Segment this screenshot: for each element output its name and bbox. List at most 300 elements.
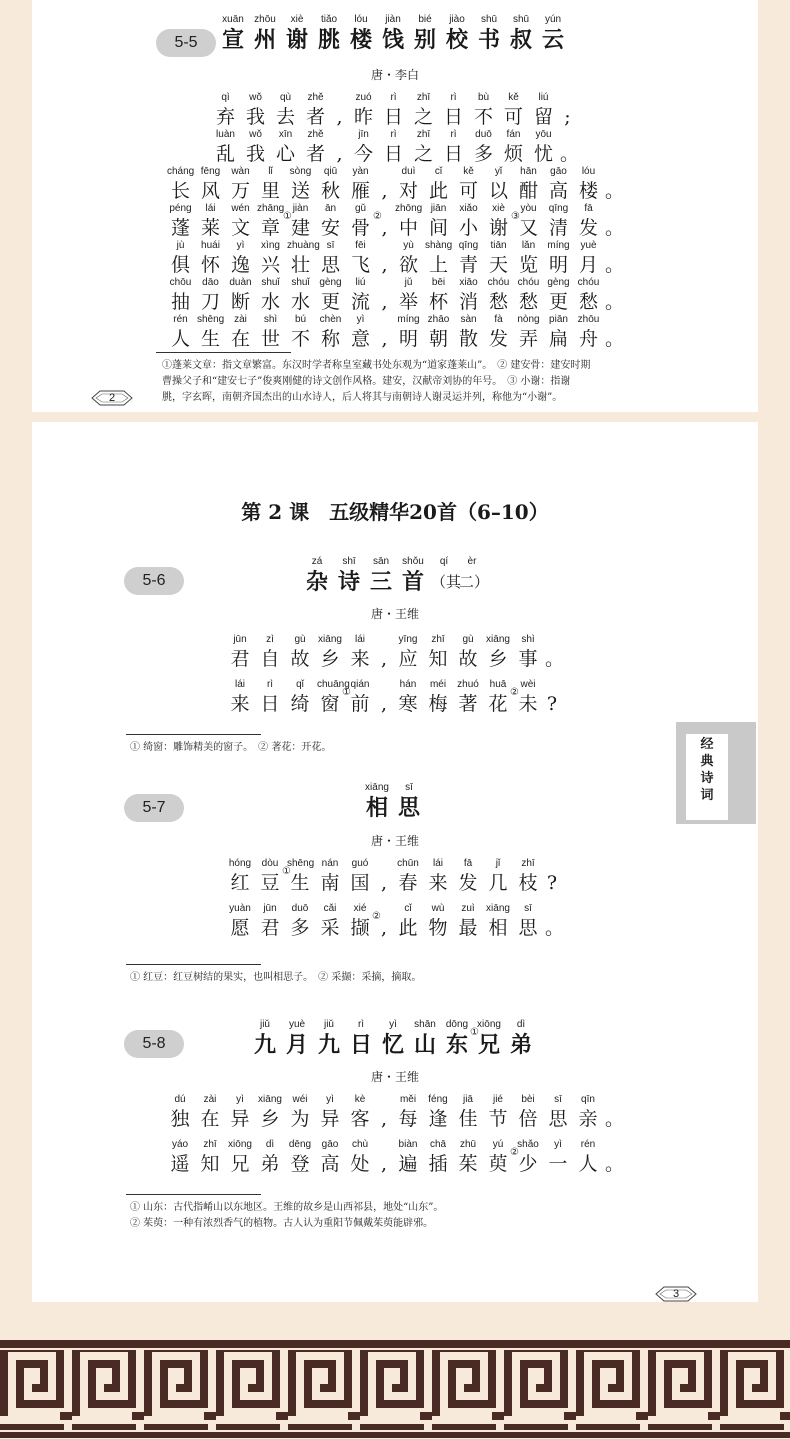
character bbox=[272, 92, 299, 130]
pinyin: rì bbox=[357, 1019, 365, 1030]
pinyin: yīng bbox=[398, 634, 418, 645]
hanzi: 。 bbox=[560, 143, 580, 165]
pinyin bbox=[377, 277, 392, 289]
character bbox=[530, 92, 557, 130]
hanzi: 乡 bbox=[320, 648, 340, 670]
character bbox=[347, 314, 374, 352]
poem-title bbox=[32, 14, 758, 54]
hanzi: ; bbox=[564, 106, 571, 128]
poem-line bbox=[32, 903, 758, 948]
poem-line bbox=[32, 277, 758, 314]
character bbox=[377, 240, 392, 278]
hanzi: 楼 bbox=[349, 27, 372, 53]
character bbox=[395, 858, 421, 896]
character bbox=[302, 92, 329, 130]
pinyin: wéi bbox=[292, 1094, 308, 1105]
character bbox=[515, 1139, 541, 1177]
character bbox=[485, 1094, 511, 1132]
pinyin: xié bbox=[353, 903, 367, 914]
hanzi: 谢 bbox=[488, 217, 508, 239]
hanzi: 。 bbox=[545, 648, 565, 670]
character bbox=[485, 903, 511, 941]
pinyin bbox=[377, 679, 391, 691]
hanzi: 州 bbox=[253, 27, 276, 53]
pinyin: méi bbox=[429, 679, 447, 690]
hanzi: 思 bbox=[320, 254, 340, 276]
pinyin: xiǎo bbox=[459, 203, 478, 214]
hanzi: 弄 bbox=[518, 328, 538, 350]
pinyin: qīng bbox=[548, 203, 569, 214]
character bbox=[257, 166, 284, 204]
footnote-divider bbox=[126, 1194, 261, 1195]
character bbox=[347, 1139, 373, 1177]
pinyin: wù bbox=[431, 903, 445, 914]
character bbox=[377, 634, 391, 672]
character bbox=[425, 858, 451, 896]
pinyin: kè bbox=[354, 1094, 366, 1105]
hanzi: 饯 bbox=[381, 27, 404, 53]
poem-line bbox=[32, 858, 758, 903]
pinyin bbox=[545, 679, 559, 691]
hanzi: 三 bbox=[369, 569, 392, 595]
pinyin: shū bbox=[512, 14, 530, 25]
side-tab-char: 典 bbox=[700, 754, 714, 769]
pinyin: jù bbox=[176, 240, 185, 251]
footnote-line: ② 茱萸：一种有浓烈香气的植物。古人认为重阳节佩戴茱萸能辟邪。 bbox=[130, 1218, 434, 1229]
character bbox=[167, 240, 194, 278]
character bbox=[377, 903, 391, 941]
pinyin: zhī bbox=[203, 1139, 217, 1150]
pinyin bbox=[332, 92, 347, 104]
character bbox=[443, 14, 471, 54]
hanzi: 日 bbox=[443, 143, 463, 165]
pinyin: huā bbox=[489, 679, 507, 690]
character bbox=[443, 1019, 479, 1059]
character bbox=[455, 277, 482, 315]
hanzi: 采 bbox=[320, 917, 340, 939]
pinyin: shǒu bbox=[402, 556, 424, 567]
pinyin: xìng bbox=[261, 240, 280, 251]
pinyin: wǒ bbox=[249, 92, 262, 103]
character bbox=[167, 277, 194, 315]
character bbox=[227, 240, 254, 278]
footnote-line: 朓，字玄晖，南朝齐国杰出的山水诗人，后人将其与南朝诗人谢灵运并列，称他为“小谢”。 bbox=[162, 392, 563, 403]
character bbox=[377, 277, 392, 315]
pinyin: cǐ bbox=[434, 166, 443, 177]
character bbox=[475, 14, 503, 54]
character bbox=[515, 679, 541, 717]
hanzi: 中 bbox=[398, 217, 418, 239]
character bbox=[560, 129, 580, 167]
pinyin: dòu bbox=[261, 858, 279, 869]
pinyin: hān bbox=[520, 166, 537, 177]
hanzi: 欲 bbox=[398, 254, 418, 276]
pinyin: yuè bbox=[580, 240, 597, 251]
character bbox=[257, 240, 284, 278]
hanzi: 小 bbox=[458, 217, 478, 239]
pinyin: fā bbox=[584, 203, 593, 214]
hanzi: 忆 bbox=[381, 1032, 404, 1058]
pinyin: shuǐ bbox=[261, 277, 280, 288]
hanzi: 发 bbox=[488, 328, 508, 350]
character bbox=[283, 1019, 311, 1059]
pinyin: chèn bbox=[319, 314, 342, 325]
hanzi: 风 bbox=[200, 180, 220, 202]
pinyin bbox=[605, 1094, 619, 1106]
poem-title bbox=[32, 1019, 758, 1059]
character bbox=[500, 129, 527, 167]
hanzi: 扁 bbox=[548, 328, 568, 350]
hanzi: 杂 bbox=[305, 569, 328, 595]
hanzi: 日 bbox=[383, 106, 403, 128]
character bbox=[455, 1139, 481, 1177]
page-3 bbox=[32, 422, 758, 1302]
pinyin: měi bbox=[399, 1094, 417, 1105]
footnote-line: ① 红豆：红豆树结的果实，也叫相思子。 ② 采撷：采摘，摘取。 bbox=[130, 972, 422, 983]
pinyin: fēng bbox=[200, 166, 221, 177]
character bbox=[347, 903, 381, 941]
pinyin: fā bbox=[463, 858, 473, 869]
pinyin: lái bbox=[432, 858, 443, 869]
hanzi: 豆 bbox=[260, 872, 280, 894]
hanzi: 梅 bbox=[428, 693, 448, 715]
character bbox=[515, 166, 542, 204]
pinyin: dōng bbox=[445, 1019, 469, 1030]
footnote-marker: ① bbox=[282, 866, 291, 877]
pinyin: nán bbox=[321, 858, 339, 869]
character bbox=[395, 903, 421, 941]
hanzi: 去 bbox=[275, 106, 295, 128]
hanzi: 插 bbox=[428, 1153, 448, 1175]
hanzi: 谢 bbox=[285, 27, 308, 53]
hanzi: 生 bbox=[200, 328, 220, 350]
poem-body bbox=[32, 858, 758, 948]
page-number bbox=[90, 390, 134, 406]
hanzi: 在 bbox=[200, 1108, 220, 1130]
pinyin: lǐ bbox=[268, 166, 273, 177]
hanzi: 著 bbox=[458, 693, 478, 715]
pinyin: zhī bbox=[431, 634, 445, 645]
character bbox=[303, 556, 331, 596]
pinyin: jiàn bbox=[292, 203, 309, 214]
pinyin: jǐ bbox=[495, 858, 501, 869]
character bbox=[485, 679, 519, 717]
poem-number-badge: 5-5 bbox=[156, 29, 216, 57]
hanzi: 处 bbox=[350, 1153, 370, 1175]
hanzi: , bbox=[380, 693, 388, 715]
character bbox=[395, 782, 423, 822]
hanzi: 此 bbox=[398, 917, 418, 939]
hanzi: 窗 bbox=[320, 693, 340, 715]
pinyin: zhī bbox=[416, 129, 431, 140]
character bbox=[257, 203, 292, 241]
character bbox=[347, 1019, 375, 1059]
poem-author: 唐・王维 bbox=[370, 1070, 419, 1084]
hanzi: 为 bbox=[290, 1108, 310, 1130]
character bbox=[347, 1094, 373, 1132]
pinyin: yàn bbox=[352, 166, 369, 177]
hanzi: 此 bbox=[428, 180, 448, 202]
character bbox=[470, 92, 497, 130]
pinyin: xuān bbox=[222, 14, 244, 25]
footnote-marker: ③ bbox=[511, 211, 520, 222]
character bbox=[251, 1019, 279, 1059]
character bbox=[395, 240, 422, 278]
pinyin: chūn bbox=[397, 858, 419, 869]
hanzi: 弟 bbox=[260, 1153, 280, 1175]
pinyin: lóu bbox=[354, 14, 368, 25]
pinyin: sān bbox=[372, 556, 390, 567]
hanzi: 者 bbox=[305, 143, 325, 165]
hanzi: （其 bbox=[431, 573, 462, 591]
pinyin: zuó bbox=[355, 92, 372, 103]
hanzi: 飞 bbox=[350, 254, 370, 276]
poem-line bbox=[32, 1094, 758, 1139]
character bbox=[257, 314, 284, 352]
character bbox=[332, 129, 347, 167]
hanzi: 建 bbox=[290, 217, 310, 239]
pinyin: chā bbox=[429, 1139, 447, 1150]
character bbox=[545, 166, 572, 204]
pinyin: huái bbox=[201, 240, 220, 251]
footnote-marker: ② bbox=[510, 1147, 519, 1158]
character bbox=[605, 314, 625, 352]
character bbox=[197, 240, 224, 278]
character bbox=[515, 314, 542, 352]
hanzi: 秋 bbox=[320, 180, 340, 202]
pinyin: yú bbox=[492, 1139, 504, 1150]
hanzi: 意 bbox=[350, 328, 370, 350]
hanzi: 每 bbox=[398, 1108, 418, 1130]
character bbox=[287, 634, 313, 672]
character bbox=[395, 634, 421, 672]
pinyin: jié bbox=[492, 1094, 503, 1105]
character bbox=[197, 314, 224, 352]
pinyin: zhāng bbox=[257, 203, 285, 214]
hanzi: ? bbox=[546, 872, 558, 894]
character bbox=[317, 1139, 343, 1177]
hanzi: 断 bbox=[230, 291, 250, 313]
pinyin bbox=[605, 277, 620, 289]
hanzi: 可 bbox=[503, 106, 523, 128]
hanzi: 。 bbox=[605, 217, 625, 239]
hanzi: 未 bbox=[518, 693, 538, 715]
character bbox=[197, 277, 224, 315]
character bbox=[485, 314, 512, 352]
pinyin: qiū bbox=[323, 166, 338, 177]
hanzi: 可 bbox=[458, 180, 478, 202]
character bbox=[440, 129, 467, 167]
pinyin: míng bbox=[547, 240, 570, 251]
pinyin: zhāo bbox=[427, 314, 450, 325]
hanzi: 最 bbox=[458, 917, 478, 939]
character bbox=[485, 277, 512, 315]
pinyin: bú bbox=[294, 314, 307, 325]
hanzi: 一 bbox=[548, 1153, 568, 1175]
pinyin: èr bbox=[467, 556, 477, 567]
pinyin: shǎo bbox=[517, 1139, 539, 1150]
hanzi: 在 bbox=[230, 328, 250, 350]
hanzi: 兄 bbox=[477, 1032, 500, 1058]
character bbox=[605, 240, 625, 278]
pinyin bbox=[332, 129, 347, 141]
hanzi: 世 bbox=[260, 328, 280, 350]
character bbox=[575, 314, 602, 352]
character bbox=[455, 679, 481, 717]
hanzi: 独 bbox=[170, 1108, 190, 1130]
hanzi: 楼 bbox=[578, 180, 598, 202]
poem-line bbox=[32, 1139, 758, 1184]
poem-line bbox=[32, 166, 758, 203]
hanzi: , bbox=[381, 217, 388, 239]
pinyin: rì bbox=[450, 92, 457, 103]
character bbox=[455, 634, 481, 672]
character bbox=[515, 858, 541, 896]
character bbox=[302, 129, 329, 167]
pinyin bbox=[545, 634, 559, 646]
hanzi: 今 bbox=[353, 143, 373, 165]
hanzi: 弟 bbox=[509, 1032, 532, 1058]
hanzi: 高 bbox=[548, 180, 568, 202]
character bbox=[500, 92, 527, 130]
character bbox=[317, 634, 343, 672]
pinyin: qǐ bbox=[296, 679, 304, 690]
hanzi: 。 bbox=[605, 180, 625, 202]
hanzi: 节 bbox=[488, 1108, 508, 1130]
poem-title bbox=[32, 556, 758, 596]
hanzi: 览 bbox=[518, 254, 538, 276]
character bbox=[227, 679, 253, 717]
character bbox=[197, 203, 224, 241]
character bbox=[167, 1139, 193, 1177]
hanzi: 明 bbox=[548, 254, 568, 276]
character bbox=[287, 858, 313, 896]
pinyin: rì bbox=[390, 129, 397, 140]
character bbox=[315, 1019, 343, 1059]
pinyin: duō bbox=[291, 903, 309, 914]
pinyin: cǐ bbox=[404, 903, 412, 914]
hanzi: , bbox=[381, 254, 388, 276]
hanzi: 九 bbox=[253, 1032, 276, 1058]
pinyin bbox=[605, 314, 620, 326]
character bbox=[605, 166, 625, 204]
hanzi: 人 bbox=[578, 1153, 598, 1175]
character bbox=[395, 203, 422, 241]
character bbox=[425, 240, 452, 278]
character bbox=[377, 1094, 391, 1132]
pinyin: jiào bbox=[449, 14, 465, 25]
hanzi: 叔 bbox=[509, 27, 532, 53]
pinyin: xiè bbox=[290, 14, 304, 25]
hanzi: 对 bbox=[398, 180, 418, 202]
pinyin: sòng bbox=[289, 166, 312, 177]
pinyin bbox=[377, 240, 392, 252]
poem-author: 唐・王维 bbox=[370, 834, 419, 848]
character bbox=[242, 92, 269, 130]
character bbox=[377, 679, 391, 717]
character bbox=[332, 92, 347, 130]
pinyin: xiāng bbox=[486, 634, 510, 645]
pinyin: liú bbox=[355, 277, 366, 288]
hanzi: , bbox=[336, 106, 343, 128]
side-tab-char: 经 bbox=[700, 737, 714, 752]
hanzi: , bbox=[380, 872, 388, 894]
character bbox=[507, 1019, 535, 1059]
hanzi: 南 bbox=[320, 872, 340, 894]
pinyin: gǔ bbox=[354, 203, 367, 214]
pinyin: xiāng bbox=[365, 782, 389, 793]
character bbox=[347, 240, 374, 278]
character bbox=[515, 203, 542, 241]
character bbox=[410, 92, 437, 130]
pinyin: lóu bbox=[581, 166, 596, 177]
pinyin: shēng bbox=[287, 858, 315, 869]
character bbox=[459, 556, 490, 596]
pinyin: tiǎo bbox=[320, 14, 338, 25]
poem-number-badge: 5-7 bbox=[124, 794, 184, 822]
hanzi: 乱 bbox=[215, 143, 235, 165]
footnote bbox=[130, 970, 690, 986]
pinyin: shēng bbox=[197, 314, 225, 325]
footnote-marker: ② bbox=[372, 911, 381, 922]
character bbox=[380, 129, 407, 167]
poem-title-suffix bbox=[431, 556, 490, 596]
character bbox=[287, 277, 314, 315]
character bbox=[455, 240, 482, 278]
pinyin: qì bbox=[221, 92, 230, 103]
hanzi: 自 bbox=[260, 648, 280, 670]
hanzi: 月 bbox=[285, 1032, 308, 1058]
footnote-marker: ② bbox=[510, 687, 519, 698]
character bbox=[411, 14, 439, 54]
pinyin: luàn bbox=[216, 129, 235, 140]
character bbox=[545, 858, 559, 896]
character bbox=[347, 679, 373, 717]
pinyin bbox=[377, 166, 392, 178]
hanzi: 刀 bbox=[200, 291, 220, 313]
side-tab-char: 诗 bbox=[700, 771, 714, 786]
pinyin: yáo bbox=[171, 1139, 189, 1150]
hanzi: 逢 bbox=[428, 1108, 448, 1130]
pinyin: yōu bbox=[535, 129, 552, 140]
pinyin: duō bbox=[475, 129, 492, 140]
character bbox=[411, 1019, 439, 1059]
character bbox=[350, 92, 377, 130]
pinyin: chóu bbox=[577, 277, 600, 288]
hanzi: 兄 bbox=[230, 1153, 250, 1175]
pinyin: zá bbox=[311, 556, 323, 567]
hanzi: 水 bbox=[260, 291, 280, 313]
footnote-divider bbox=[156, 352, 291, 353]
pinyin: ān bbox=[324, 203, 337, 214]
character bbox=[287, 203, 314, 241]
pinyin: xiāng bbox=[258, 1094, 282, 1105]
character bbox=[227, 166, 254, 204]
pinyin: féng bbox=[428, 1094, 448, 1105]
pinyin: tiān bbox=[490, 240, 507, 251]
character bbox=[227, 1094, 253, 1132]
character bbox=[317, 277, 344, 315]
pinyin: chóu bbox=[517, 277, 540, 288]
character bbox=[575, 240, 602, 278]
hanzi: , bbox=[380, 1153, 388, 1175]
pinyin: zhě bbox=[307, 129, 324, 140]
hanzi: 骨 bbox=[350, 217, 370, 239]
character bbox=[257, 1094, 283, 1132]
hanzi: 多 bbox=[290, 917, 310, 939]
pinyin: lái bbox=[354, 634, 365, 645]
character bbox=[515, 1094, 541, 1132]
